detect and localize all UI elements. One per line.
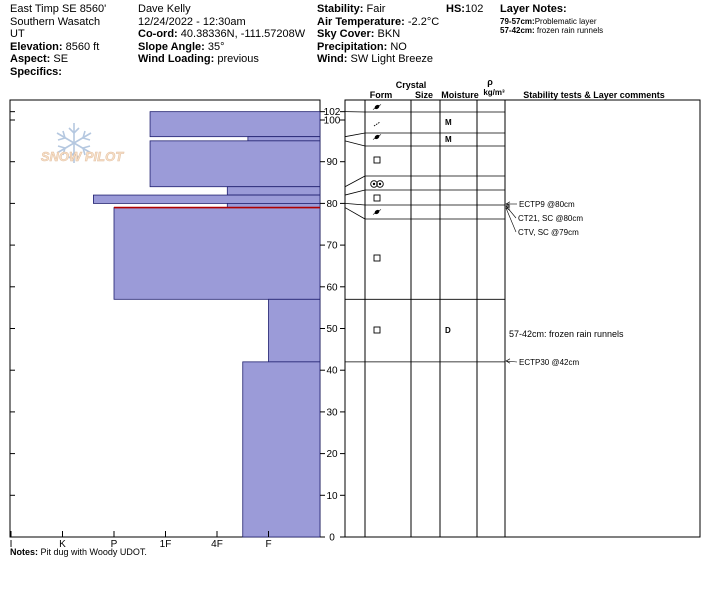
layer-connector xyxy=(345,133,365,137)
aspect-row: Aspect: SE xyxy=(10,53,69,66)
form-broken-particle-icon xyxy=(374,122,380,126)
layer-table-frame xyxy=(345,100,700,537)
height-tick-label: 70 xyxy=(326,240,338,252)
hardness-bar xyxy=(248,137,320,141)
precip-row: Precipitation: NO xyxy=(317,40,407,53)
snowpilot-logo xyxy=(41,123,124,164)
hardness-bar xyxy=(150,141,320,187)
height-tick-label: 90 xyxy=(326,157,338,169)
grain-forms xyxy=(371,104,384,333)
location-state: UT xyxy=(10,28,25,41)
coord-row: Co-ord: 40.38336N, -111.57208W xyxy=(138,28,306,41)
wind-loading-row: Wind Loading: previous xyxy=(138,53,259,66)
stability-comment: CT21, SC @80cm xyxy=(518,214,584,223)
col-header-form: Form xyxy=(369,90,393,100)
form-square-icon xyxy=(374,255,380,261)
layer-connector xyxy=(345,141,365,146)
stability-comments xyxy=(506,200,624,367)
hardness-tick-label: F xyxy=(265,539,272,550)
stability-comment: CTV, SC @79cm xyxy=(518,228,579,237)
height-tick-label: 40 xyxy=(326,365,338,377)
layer-note-2: 57-42cm: frozen rain runnels xyxy=(500,25,604,35)
height-tick-label: 0 xyxy=(329,532,335,544)
hardness-bar xyxy=(243,362,320,537)
air-temp-value: -2.2°C xyxy=(407,15,440,28)
height-tick-label: 50 xyxy=(326,324,338,335)
col-header-density: kg/m³ xyxy=(483,88,505,97)
form-square-icon xyxy=(374,157,380,163)
height-tick-label: 102 xyxy=(323,107,341,119)
coord-value: 40.38336N, -111.57208W xyxy=(180,28,306,41)
col-header-moisture: Moisture xyxy=(441,90,479,100)
form-square-icon xyxy=(374,195,380,201)
layer-connector xyxy=(345,203,365,205)
elevation-value: 8560 ft xyxy=(65,40,100,53)
moisture-values xyxy=(445,118,452,335)
sky-row: Sky Cover: BKN xyxy=(317,28,401,41)
form-square-icon xyxy=(374,327,380,333)
stability-value: Fair xyxy=(366,3,386,15)
specifics-row: Specifics: xyxy=(10,65,62,78)
slope-row: Slope Angle: 35° xyxy=(138,40,225,53)
height-tick-label: 10 xyxy=(326,490,338,502)
height-tick-label: 20 xyxy=(326,449,338,461)
notes-text: Pit dug with Woody UDOT. xyxy=(40,547,147,557)
stability-comment: ECTP9 @80cm xyxy=(519,200,575,209)
observer-name: Dave Kelly xyxy=(138,3,191,15)
form-melt-freeze-dot xyxy=(373,183,375,185)
elevation-row: Elevation: 8560 ft xyxy=(10,40,100,53)
hardness-tick-label: P xyxy=(110,539,118,550)
height-tick-label: 100 xyxy=(323,115,341,127)
moisture-value: M xyxy=(445,135,452,144)
layer-rows xyxy=(365,112,505,362)
obs-datetime: 12/24/2022 - 12:30am xyxy=(138,15,246,28)
hardness-bar xyxy=(93,195,320,203)
layer-connectors xyxy=(345,112,365,362)
wind-value: SW Light Breeze xyxy=(350,53,434,66)
notes-label: Notes: xyxy=(10,547,39,557)
location-name: East Timp SE 8560' xyxy=(10,3,107,15)
height-tick-label: 80 xyxy=(326,198,338,210)
moisture-value: D xyxy=(445,326,451,335)
sky-value: BKN xyxy=(377,28,401,41)
col-header-crystal: Crystal xyxy=(395,80,427,90)
logo-text: SNOW PILOT xyxy=(40,149,124,164)
layer-connector xyxy=(345,176,365,187)
height-tick-label: 30 xyxy=(326,407,338,419)
hardness-bar xyxy=(227,187,320,195)
aspect-value: SE xyxy=(53,53,69,66)
hardness-bar xyxy=(114,208,320,300)
hs-value: 102 xyxy=(464,3,484,15)
hardness-tick-label: 1F xyxy=(159,539,172,550)
location-range: Southern Wasatch xyxy=(10,15,101,28)
stability-row: Stability: Fair xyxy=(317,3,386,15)
col-header-size: Size xyxy=(414,90,434,100)
layer-connector xyxy=(345,190,365,195)
stability-comment: 57-42cm: frozen rain runnels xyxy=(509,329,624,339)
hs-row: HS:102 xyxy=(446,3,484,15)
wind-loading-value: previous xyxy=(217,53,259,66)
notes xyxy=(10,547,147,557)
hardness-tick-label: I xyxy=(9,539,13,550)
hardness-bar xyxy=(150,112,320,137)
col-header-stability: Stability tests & Layer comments xyxy=(523,90,665,100)
hardness-tick-label: K xyxy=(59,539,66,550)
hardness-bar xyxy=(269,299,321,362)
hardness-tick-label: 4F xyxy=(211,539,223,550)
stability-comment: ECTP30 @42cm xyxy=(519,358,580,367)
layer-connector xyxy=(345,208,365,219)
height-tick-label: 60 xyxy=(326,282,338,294)
col-header-rho: ρ xyxy=(487,77,493,87)
moisture-value: M xyxy=(445,118,452,127)
layer-notes-title: Layer Notes: xyxy=(500,3,567,15)
layer-note-1: 79-57cm:Problematic layer xyxy=(500,16,597,26)
wind-row: Wind: SW Light Breeze xyxy=(317,53,434,66)
hardness-bars xyxy=(93,112,320,537)
precip-value: NO xyxy=(390,40,407,53)
air-temp-row: Air Temperature: -2.2°C xyxy=(317,15,440,28)
slope-value: 35° xyxy=(207,40,225,53)
form-melt-freeze-dot xyxy=(379,183,381,185)
